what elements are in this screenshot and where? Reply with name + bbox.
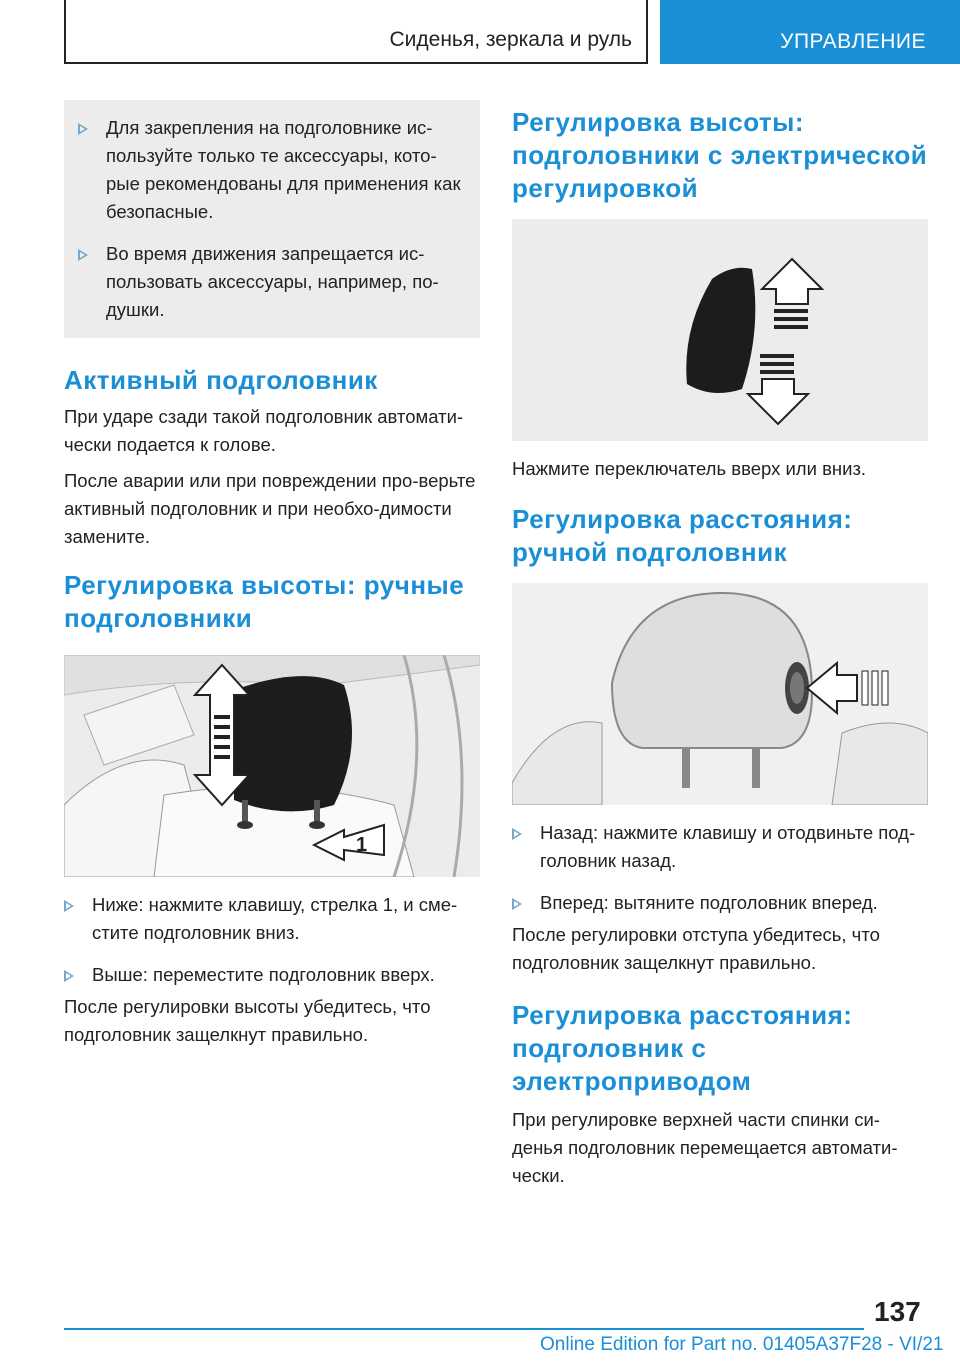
headrest-interior-illustration (64, 655, 480, 877)
manual-bullet: Ниже: нажмите клавишу, стрелка 1, и сме-стите подголовник вниз. (64, 891, 482, 947)
triangle-bullet-icon (78, 123, 88, 135)
distance-manual-figure (512, 583, 928, 805)
manual-height-text: После регулировки высоты убедитесь, что подголовник защелкнут правильно. (64, 996, 431, 1045)
triangle-bullet-icon (78, 249, 88, 261)
distance-bullet: Назад: нажмите клавишу и отодвиньте под-головник назад. (512, 819, 930, 875)
electric-height-title: Регулировка высоты: подголовники с электрической регулировкой (512, 107, 928, 203)
active-headrest-title: Активный подголовник (64, 365, 378, 395)
manual-height-title: Регулировка высоты: ручные подголовники (64, 570, 465, 633)
triangle-bullet-icon (64, 970, 74, 982)
safety-note-box (64, 100, 480, 338)
distance-electric-title: Регулировка расстояния: подголовник с электроприводом (512, 1000, 853, 1096)
page-number: 137 (874, 1296, 921, 1327)
header-section-title: Сиденья, зеркала и руль (389, 28, 632, 51)
triangle-bullet-icon (64, 900, 74, 912)
right-column (512, 100, 930, 1190)
distance-electric-text: При регулировке верхней части спинки си-денья подголовник перемещается автомати-чески. (512, 1109, 898, 1186)
footer-divider (64, 1328, 864, 1330)
figure-label-1: 1 (356, 834, 368, 856)
triangle-bullet-icon (512, 898, 522, 910)
distance-manual-title: Регулировка расстояния: ручной подголовник (512, 504, 853, 567)
triangle-bullet-icon (512, 828, 522, 840)
active-headrest-text-1: При ударе сзади такой подголовник автомати-чески подается к голове. (64, 406, 464, 455)
manual-bullet: Выше: переместите подголовник вверх. (64, 961, 482, 989)
header-chapter-title: УПРАВЛЕНИЕ (780, 30, 926, 53)
electric-switch-figure (512, 219, 928, 441)
distance-bullet: Вперед: вытяните подголовник вперед. (512, 889, 930, 917)
header-section-box (64, 0, 648, 64)
electric-caption: Нажмите переключатель вверх или вниз. (512, 458, 867, 479)
header-chapter-tab[interactable] (660, 0, 960, 64)
note-bullet: Во время движения запрещается ис-пользовать аксессуары, например, по-душки. (78, 240, 462, 324)
left-column (64, 100, 482, 1049)
electric-switch-illustration (512, 219, 928, 441)
manual-headrest-figure (64, 655, 480, 877)
distance-manual-text: После регулировки отступа убедитесь, что подголовник защелкнут правильно. (512, 924, 880, 973)
edition-link[interactable]: Online Edition for Part no. 01405A37F28 - VI/21 (540, 1334, 944, 1355)
headrest-side-illustration (512, 583, 928, 805)
active-headrest-text-2: После аварии или при повреждении про-верьте активный подголовник и при необхо-димости замените. (64, 470, 476, 547)
note-bullet: Для закрепления на подголовнике ис-пользуйте только те аксессуары, кото-рые рекомендованы для применения как безопасные. (78, 114, 462, 226)
